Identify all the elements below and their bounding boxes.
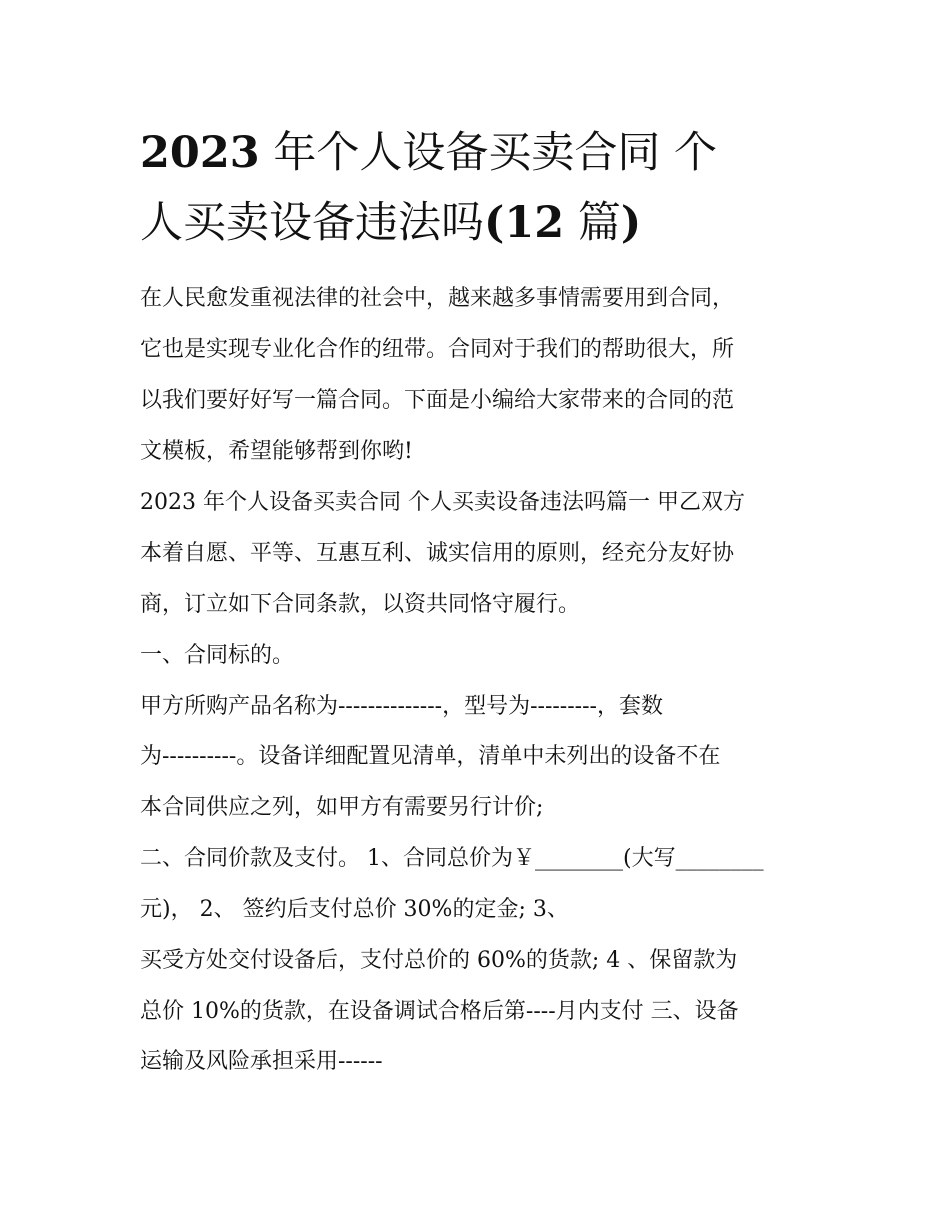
document-title-line-1: 2023 年个人设备买卖合同 个 xyxy=(140,128,718,178)
body-line: 为----------。设备详细配置见清单，清单中未列出的设备不在 xyxy=(140,744,721,769)
body-line: 运输及风险承担采用------ xyxy=(140,1049,383,1074)
body-line: 元)， 2、 签约后支付总价 30%的定金; 3、 xyxy=(140,897,569,922)
body-line: 买受方处交付设备后，支付总价的 60%的货款; 4 、保留款为 xyxy=(140,948,738,973)
body-line: 文模板，希望能够帮到你哟! xyxy=(140,439,413,464)
body-line: 本合同供应之列，如甲方有需要另行计价; xyxy=(140,795,544,820)
body-line: 商，订立如下合同条款，以资共同恪守履行。 xyxy=(140,592,581,617)
document-title xyxy=(140,118,820,258)
body-line: 在人民愈发重视法律的社会中，越来越多事情需要用到合同， xyxy=(140,286,735,311)
document-title-line-2: 人买卖设备违法吗(12 篇) xyxy=(140,198,642,248)
body-line: 2023 年个人设备买卖合同 个人买卖设备违法吗篇一 甲乙双方 xyxy=(140,490,745,515)
body-line: 本着自愿、平等、互惠互利、诚实信用的原则，经充分友好协 xyxy=(140,541,735,566)
body-line: 总价 10%的货款，在设备调试合格后第----月内支付 三、设备 xyxy=(140,999,739,1024)
body-line: 一、合同标的。 xyxy=(140,643,295,668)
body-line: 二、合同价款及支付。 1、合同总价为￥________(大写________ xyxy=(140,846,764,871)
body-line: 以我们要好好写一篇合同。下面是小编给大家带来的合同的范 xyxy=(140,388,735,413)
body-line: 它也是实现专业化合作的纽带。合同对于我们的帮助很大，所 xyxy=(140,337,735,362)
body-line: 甲方所购产品名称为--------------，型号为---------，套数 xyxy=(140,694,663,719)
